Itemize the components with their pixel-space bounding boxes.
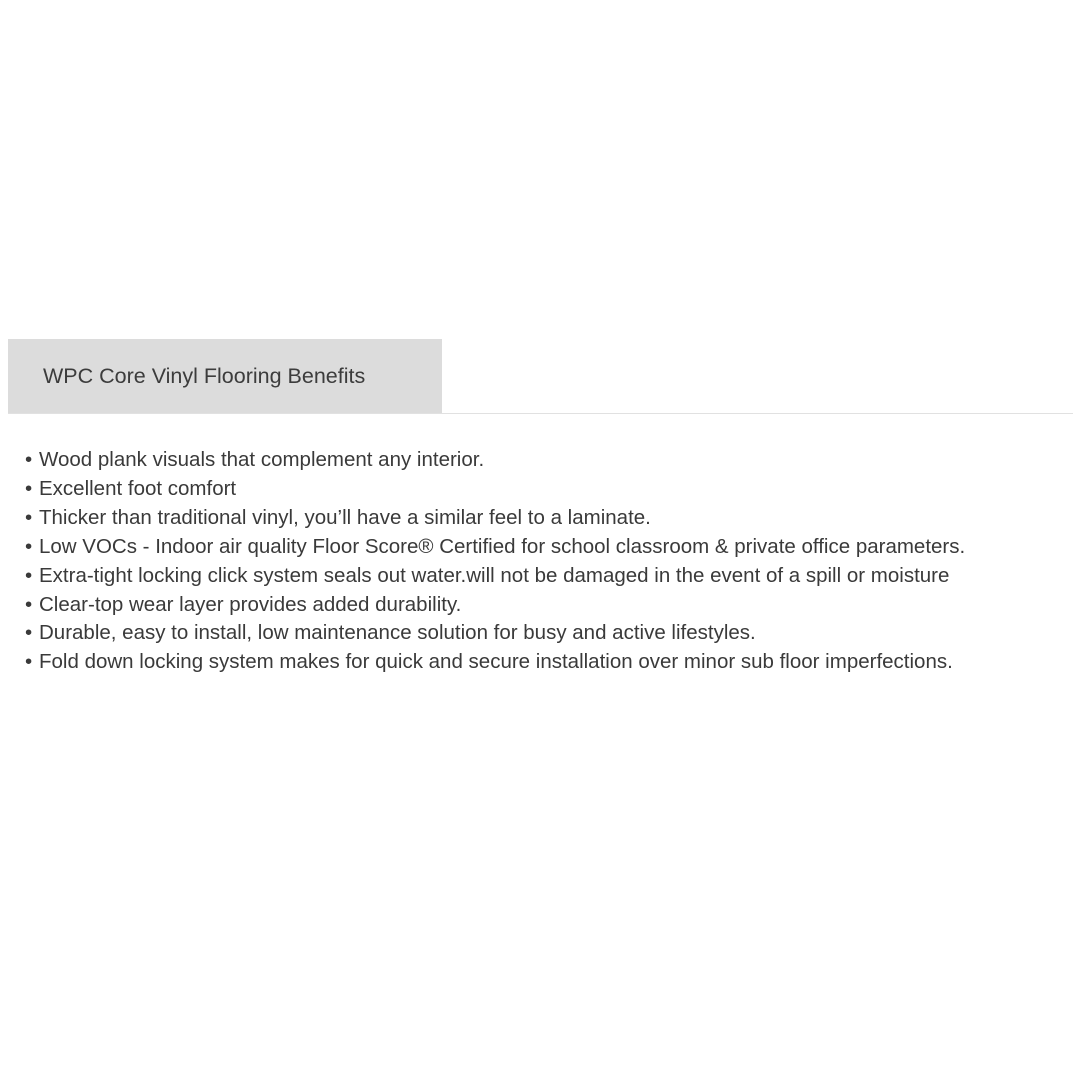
tab-wpc-benefits[interactable] — [8, 339, 442, 413]
benefit-text: Extra-tight locking click system seals out water.will not be damaged in the event of a spill or moisture — [39, 563, 950, 587]
benefit-item — [25, 619, 1075, 648]
benefit-item — [25, 533, 1075, 562]
tab-strip — [8, 339, 1073, 414]
bullet-icon: • — [25, 650, 33, 674]
bullet-icon: • — [25, 563, 33, 587]
benefit-text: Wood plank visuals that complement any interior. — [39, 448, 485, 471]
bullet-icon: • — [25, 476, 33, 500]
benefit-text: Low VOCs - Indoor air quality Floor Score® Certified for school classroom & private office parameters. — [39, 534, 966, 558]
benefit-item — [25, 475, 1075, 504]
benefit-text: Durable, easy to install, low maintenance solution for busy and active lifestyles. — [39, 621, 756, 645]
bullet-icon: • — [25, 534, 33, 558]
bullet-icon: • — [25, 592, 33, 616]
bullet-icon: • — [25, 505, 33, 529]
benefit-item — [25, 591, 1075, 620]
bullet-icon: • — [25, 621, 33, 645]
benefit-item — [25, 446, 1075, 475]
benefit-item — [25, 562, 1075, 591]
tab-label: WPC Core Vinyl Flooring Benefits — [43, 363, 366, 388]
bullet-icon: • — [25, 448, 33, 471]
benefit-text: Clear-top wear layer provides added durability. — [39, 592, 462, 616]
benefit-text: Fold down locking system makes for quick and secure installation over minor sub floor imperfections. — [39, 650, 953, 674]
benefit-text: Excellent foot comfort — [39, 476, 237, 500]
benefits-list — [25, 446, 1075, 677]
benefit-item — [25, 504, 1075, 533]
benefit-item — [25, 648, 1075, 677]
benefit-text: Thicker than traditional vinyl, you’ll have a similar feel to a laminate. — [39, 505, 651, 529]
